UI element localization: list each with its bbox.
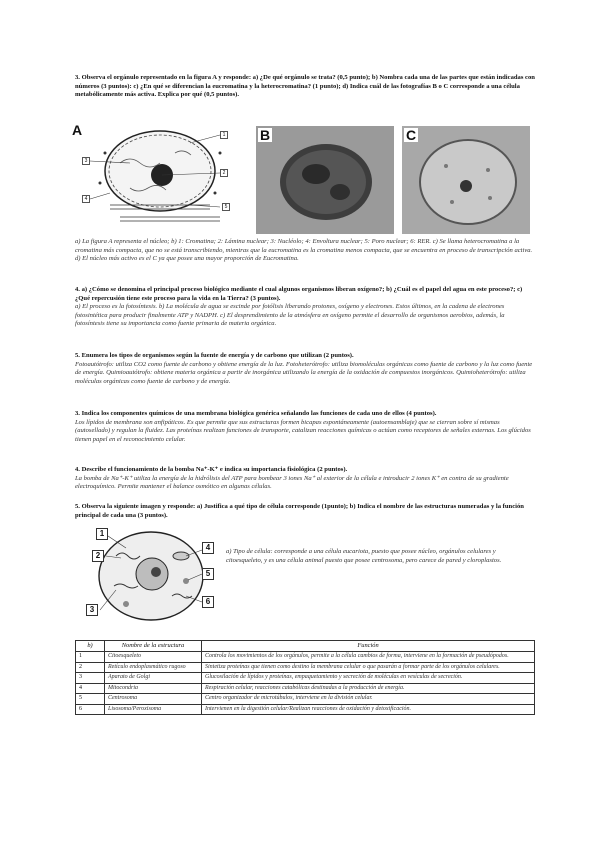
table-cell-name: Centrosoma [105,694,202,705]
table-row [76,652,535,663]
table-header-b: b) [76,641,105,652]
table-cell-function: Centro organizador de microtúbulos, interviene en la división celular. [202,694,535,705]
cell-number-1: 1 [96,528,108,540]
table-cell-function: Sintetiza proteínas que tienen como destino la membrana celular o que pasarán a formar parte de los orgánulos celulares. [202,662,535,673]
question-3-answer: a) La figura A representa el núcleo; b) 1: Cromatina; 2: Lámina nuclear; 3: Nucléolo; 4: Envoltura nuclear; 5: Poro nuclear; 6: RER. c) Se llama heterocromatina a la cromatina más compacta, que no se está transcribiendo, mientras que la eucromatina es la cromatina menos compacta, que se encuentra en proceso de transcripción activa. d) El núcleo más activo es el C ya que posee una mayor proporción de Eucromatina. [75,238,533,263]
figure-label-a: A [72,122,83,138]
table-cell-name: Lisosoma/Peroxisoma [105,704,202,715]
question-pump-title: 4. Describe el funcionamiento de la bomba Na⁺-K⁺ e indica su importancia fisiológica (2 puntos). [75,466,348,473]
table-cell-number: 5 [76,694,105,705]
table-cell-name: Aparato de Golgi [105,673,202,684]
question-pump-answer: La bomba de Na⁺-K⁺ utiliza la energía de la hidrólisis del ATP para bombear 3 iones Na⁺ al exterior de la célula e introducir 2 iones K⁺ en contra de su gradiente electroquímico. Permite mantener el balance osmótico en algunas células. [75,474,509,491]
table-cell-function: Controla los movimientos de los orgánulos, permite a la célula cambios de forma, interviene en la formación de pseudópodos. [202,652,535,663]
cell-number-4: 4 [202,542,214,554]
question-4-title: 4. a) ¿Cómo se denomina el principal proceso biológico mediante el cual algunos organismos liberan oxígeno?; b) ¿Cuál es el papel del agua en este proceso?; c) ¿Qué repercusión tiene este proceso para la vida en la Tierra? (3 puntos). [75,286,523,302]
table-header-function: Función [202,641,535,652]
figure-a-number-4: 4 [82,195,90,203]
question-5-title: 5. Enumera los tipos de organismos según la fuente de energía y de carbono que utilizan (2 puntos). [75,352,354,359]
question-pump [75,466,535,492]
figure-a-number-2: 2 [220,169,228,177]
question-5-answer: Fotoautótrofo: utiliza CO2 como fuente de carbono y obtiene energía de la luz. Fotoheterótrofo: utiliza biomoléculas orgánicas como fuente de carbono y la luz como fuente de energía. Quimioautótrofo: obtiene materia orgánica a partir de inorgánica utilizando la energía de la oxidación de compuestos inorgánicos. Quimioheterótrofo: utiliza moléculas orgánicas como fuente de carbono y de energía. [75,360,533,385]
question-5 [75,352,535,386]
table-row [76,694,535,705]
figure-c-micrograph [402,126,530,234]
table-row [76,683,535,694]
table-cell-number: 6 [76,704,105,715]
figure-a-nucleus-diagram [70,123,250,233]
question-cell [75,503,535,520]
question-membrane-title: 3. Indica los componentes químicos de una membrana biológica genérica señalando las funciones de cada uno de ellos (4 puntos). [75,410,437,417]
figure-a-number-3: 3 [82,157,90,165]
table-cell-function: Glucosilación de lípidos y proteínas, empaquetamiento y secreción de moléculas en vesículas de secreción. [202,673,535,684]
table-cell-function: Intervienen en la digestión celular/Realizan reacciones de oxidación y detoxificación. [202,704,535,715]
question-4-answer: a) El proceso es la fotosíntesis. b) La molécula de agua se escinde por fotólisis liberando protones, oxígeno y electrones. Estos últimos, en la cadena de electrones fotosintética para producir finalmente ATP y NADPH. c) El desprendimiento de la atmósfera en oxígeno permite el desarrollo de organismos aerobios, además, la fotosíntesis tiene su importancia como fuente primaria de materia orgánica. [75,303,505,328]
cell-number-2: 2 [92,550,104,562]
question-membrane [75,410,535,444]
cell-number-5: 5 [202,568,214,580]
animal-cell-diagram [86,526,216,626]
figure-a-number-5: 5 [222,203,230,211]
table-cell-function: Respiración celular, reacciones catabólicas destinadas a la producción de energía. [202,683,535,694]
figure-label-b: B [260,127,271,143]
table-header-row [76,641,535,652]
cell-number-3: 3 [86,604,98,616]
question-cell-title: 5. Observa la siguiente imagen y responde: a) Justifica a qué tipo de célula corresponde (1punto); b) Indica el nombre de las estructuras numeradas y la función principal de cada una (3 puntos). [75,503,524,519]
structures-function-table [75,640,535,715]
table-cell-name: Retículo endoplasmático rugoso [105,662,202,673]
table-cell-number: 4 [76,683,105,694]
table-header-name: Nombre de la estructura [105,641,202,652]
figure-label-c: C [406,127,417,143]
question-cell-answer: a) Tipo de célula: corresponde a una célula eucariota, puesto que posee núcleo, orgánulos celulares y citoesqueleto, y es una célula animal puesto que posee centrosoma, pero carece de pared y cloroplastos. [226,548,502,564]
question-3 [75,74,535,100]
question-3-title: 3. Observa el orgánulo representado en la figura A y responde: a) ¿De qué orgánulo se trata? (0,5 punto); b) Nombra cada una de las partes que están indicadas con números (3 puntos): c) ¿En qué se diferencian la eucromatina y la heterocromatina? (1 punto); d) Indica cuál de las fotografías B o C corresponde a una célula metabólicamente más activa. Explica por qué (0,5 puntos). [75,74,535,99]
table-cell-number: 3 [76,673,105,684]
table-row [76,662,535,673]
table-row [76,673,535,684]
table-cell-number: 2 [76,662,105,673]
figure-a-number-1: 1 [220,131,228,139]
table-cell-number: 1 [76,652,105,663]
cell-number-6: 6 [202,596,214,608]
figure-b-micrograph [256,126,394,234]
table-row [76,704,535,715]
table-cell-name: Citoesqueleto [105,652,202,663]
question-membrane-answer: Los lípidos de membrana son anfipáticos. Es que permite que sus estructuras formen bicapas espontáneamente (autoensamblaje) que se cierran sobre sí mismas (autosellado) y regulan la fluidez. Las proteínas realizan funciones de transporte, catalizan reacciones químicas o actúan como receptores de señales externas. Los glúcidos tienen papel en el reconocimiento celular. [75,418,531,443]
table-cell-name: Mitocondria [105,683,202,694]
question-4 [75,286,535,329]
